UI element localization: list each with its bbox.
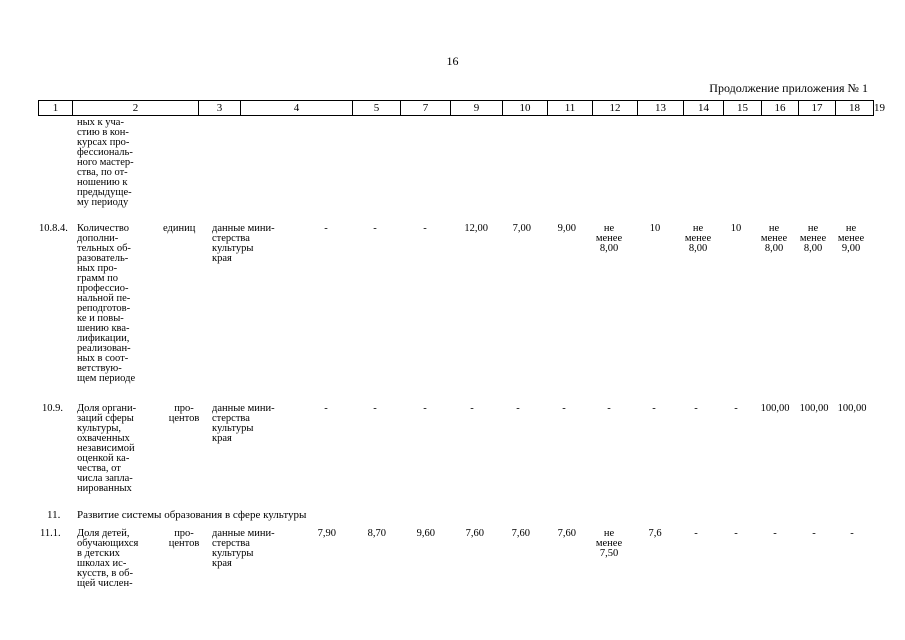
- col-header-10: 10: [503, 101, 548, 116]
- row-10-8-4-source: данные мини- стерства культуры края: [212, 223, 275, 264]
- col-header-11: 11: [548, 101, 593, 116]
- page-number: 16: [446, 54, 459, 68]
- row-10-8-4-indicator: Количество дополни- тельных об- разователь- ных про- грамм по профессио- нальной пе- реподготов- ке и повы- шению ква- лификации, реализован- ных в соот- ветствую- щем периоде: [77, 223, 136, 384]
- row-10-8-4-c19: не менее 9,00: [837, 223, 865, 254]
- row-11-1-c9: 9,60: [416, 528, 435, 539]
- row-10-9-c12: -: [562, 403, 566, 414]
- section-11-title: Развитие системы образования в сфере культуры: [77, 509, 307, 521]
- row-11-1-c16: -: [734, 528, 738, 539]
- row-10-9-c18: 100,00: [799, 403, 829, 414]
- row-10-9-c16: -: [734, 403, 738, 414]
- row-10-9-c10: -: [470, 403, 474, 414]
- col-header-12: 12: [593, 101, 638, 116]
- row-11-1-c10: 7,60: [465, 528, 484, 539]
- row-11-1-num: 11.1.: [40, 528, 61, 539]
- row-10-9-c11: -: [516, 403, 520, 414]
- row-10-8-4-num: 10.8.4.: [39, 223, 68, 234]
- row-11-1-c5: 7,90: [317, 528, 336, 539]
- row-10-8-4-c16: 10: [730, 223, 742, 234]
- row-10-9-num: 10.9.: [42, 403, 63, 414]
- row-10-8-4-c18: не менее 8,00: [799, 223, 827, 254]
- col-header-3: 3: [199, 101, 241, 116]
- row-10-9-source: данные мини- стерства культуры края: [212, 403, 275, 444]
- col-header-1: 1: [39, 101, 73, 116]
- row-10-9-c13: -: [607, 403, 611, 414]
- row-10-9-c14: -: [652, 403, 656, 414]
- cont-indicator-text: ных к уча- стию в кон- курсах про- фессиональ- ного мастер- ства, по от- ношению к предыдуще- му периоду: [77, 117, 134, 208]
- col-header-7: 7: [401, 101, 451, 116]
- row-10-8-4-c14: 10: [649, 223, 661, 234]
- row-10-8-4-c5: -: [324, 223, 328, 234]
- row-11-1-c17: -: [773, 528, 777, 539]
- row-10-8-4-c15: не менее 8,00: [684, 223, 712, 254]
- col-header-16: 16: [762, 101, 799, 116]
- row-10-8-4-c11: 7,00: [512, 223, 531, 234]
- row-11-1-c7: 8,70: [367, 528, 386, 539]
- row-10-9-c7: -: [373, 403, 377, 414]
- col-header-18: 18: [836, 101, 874, 116]
- row-10-8-4-c9: -: [423, 223, 427, 234]
- row-11-1-c14: 7,6: [648, 528, 662, 539]
- row-10-9-unit: про- центов: [168, 403, 200, 424]
- col-header-4: 4: [241, 101, 353, 116]
- col-header-17: 17: [799, 101, 836, 116]
- row-11-1-c11: 7,60: [511, 528, 530, 539]
- row-10-8-4-c7: -: [373, 223, 377, 234]
- continuation-label: Продолжение приложения № 1: [709, 81, 868, 95]
- section-11-num: 11.: [47, 509, 61, 521]
- col-header-2: 2: [73, 101, 199, 116]
- col-header-14: 14: [684, 101, 724, 116]
- row-10-8-4-c17: не менее 8,00: [760, 223, 788, 254]
- row-11-1-c15: -: [694, 528, 698, 539]
- row-10-8-4-c13: не менее 8,00: [595, 223, 623, 254]
- row-10-8-4-c10: 12,00: [464, 223, 488, 234]
- row-11-1-indicator: Доля детей, обучающихся в детских школах ис- кусств, в об- щей числен-: [77, 528, 139, 589]
- col-header-5: 5: [353, 101, 401, 116]
- row-11-1-source: данные мини- стерства культуры края: [212, 528, 275, 569]
- row-10-8-4-unit: единиц: [163, 223, 196, 234]
- column-header-row: 1 2 3 4 5 7 9 10 11 12 13 14 15 16 17 18 19: [38, 100, 874, 116]
- col-header-13: 13: [638, 101, 684, 116]
- row-10-9-c9: -: [423, 403, 427, 414]
- col-header-15: 15: [724, 101, 762, 116]
- row-11-1-c18: -: [812, 528, 816, 539]
- row-10-8-4-c12: 9,00: [557, 223, 576, 234]
- row-10-9-c15: -: [694, 403, 698, 414]
- row-10-9-c5: -: [324, 403, 328, 414]
- row-11-1-unit: про- центов: [168, 528, 200, 549]
- col-header-9: 9: [451, 101, 503, 116]
- row-10-9-c17: 100,00: [760, 403, 790, 414]
- row-11-1-c19: -: [850, 528, 854, 539]
- row-11-1-c12: 7,60: [557, 528, 576, 539]
- row-11-1-c13: не менее 7,50: [595, 528, 623, 559]
- row-10-9-c19: 100,00: [837, 403, 867, 414]
- row-10-9-indicator: Доля органи- заций сферы культуры, охваченных независимой оценкой ка- чества, от числа запла- нированных: [77, 403, 137, 494]
